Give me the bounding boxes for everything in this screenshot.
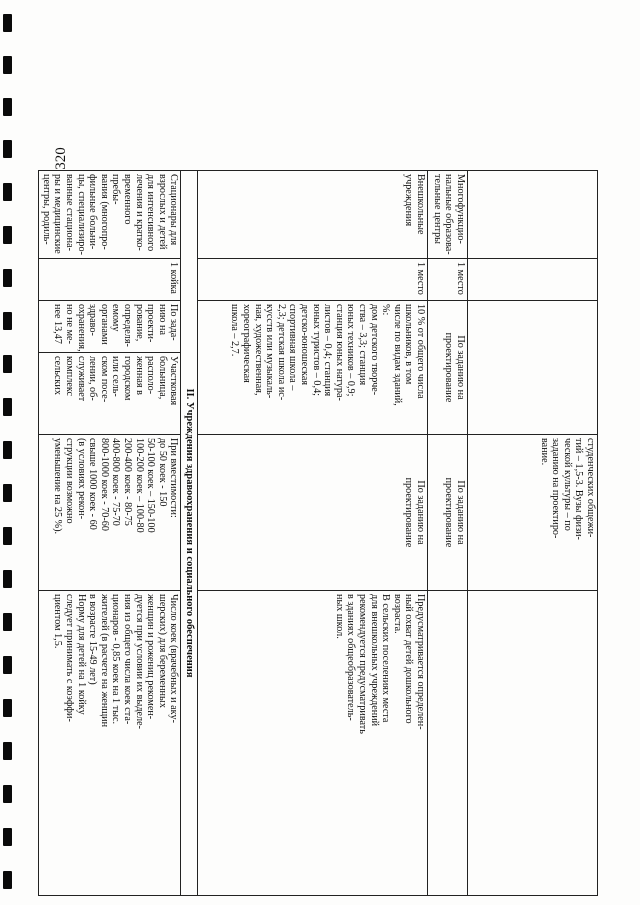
table-row: [198, 171, 428, 896]
binder-hole: [3, 871, 12, 889]
cell-facility-type: Стационары для взрослых и детей для интенсивного лечения и кратко- временного пребы- вания (многопро- фильные больни- цы, специализиро- ванные стациона- ры и медицинские центры, родиль-: [39, 171, 181, 259]
binder-hole: [3, 226, 12, 244]
binder-hole: [3, 742, 12, 760]
table-row: [39, 171, 181, 896]
binder-holes: [0, 0, 14, 905]
cell-notes: [468, 591, 598, 896]
binder-hole: [3, 140, 12, 158]
cell-notes: Число коек (врачебных и аку- шерских) для беременных женщин и рожениц рекомен- дуется при условии их выделе- ния из общего числа коек ста- ционаров - 0,85 коек на 1 тыс. жителей (в расчете на женщин в возрасте 15-49 лет) Норму для детей на 1 койку следует принимать с коэффи- циентом 1,5.: [39, 591, 181, 896]
binder-hole: [3, 441, 12, 459]
cell-facility-type: Многофункцио- нальные образова- тельные центры: [428, 171, 468, 259]
section-row: [181, 171, 198, 896]
binder-hole: [3, 527, 12, 545]
cell-unit: 1 место: [428, 259, 468, 301]
cell-capacity-norm: По заданию на проектирование: [428, 435, 468, 591]
cell-unit: [468, 259, 598, 301]
binder-hole: [3, 484, 12, 502]
cell-facility-type: [468, 171, 598, 259]
binder-hole: [3, 355, 12, 373]
binder-hole: [3, 56, 12, 74]
cell-capacity-norm: По заданию на проектирование: [198, 435, 428, 591]
binder-hole: [3, 98, 12, 116]
cell-norm-a: По зада- нию на проекти- рование, определя- емому органами здраво- охранения, но не ме- нее 13,47: [39, 301, 181, 353]
cell-norm: По заданию на проектирование: [428, 301, 468, 435]
cell-capacity-norm: При вместимости: до 50 коек - 150 50-100 коек – 150-100 100-200 коек – 100-80 200-400 коек - 80-75 400-800 коек - 75-70 800-1000 коек - 70-60 свыше 1000 коек - 60 (в условиях рекон- струкции возможно уменьшение на 25 %).: [39, 435, 181, 591]
cell-notes: Предусматривается определен- ный охват детей дошкольного возраста. В сельских поселениях места для внешкольных учреждений рекомендуется предусматривать в зданиях общеобразователь- ных школ.: [198, 591, 428, 896]
cell-norm-b: Участковая больница, располо- женная в городском или сель- ском посе- лении, об- служивает комплекс сельских: [39, 353, 181, 435]
binder-hole: [3, 828, 12, 846]
cell-capacity-norm: студенческих общежи- тий – 1,5-3. Вузы физи- ческой культуры – по заданию на проектиро- вание.: [468, 435, 598, 591]
section-title: II. Учреждения здравоохранения и социального обеспечения: [181, 171, 198, 896]
page-number: 320: [52, 147, 69, 170]
cell-unit: 1 койка: [39, 259, 181, 301]
rotated-table-page: [40, 170, 598, 895]
binder-hole: [3, 785, 12, 803]
binder-hole: [3, 183, 12, 201]
cell-norm: 10 % от общего числа школьников, в том числе по видам зданий, %: дом детского творче- ства – 3,3; станция юных техников – 0,9; станция юных натура- листов – 0,4; станция юных туристов – 0,4; детско-юношеская спортивная школа – 2,3; детская школа ис- кусств или музыкаль- ная, художественная, хореографическая школа – 2,7.: [198, 301, 428, 435]
binder-hole: [3, 613, 12, 631]
binder-hole: [3, 699, 12, 717]
binder-hole: [3, 398, 12, 416]
cell-facility-type: Внешкольные учреждения: [198, 171, 428, 259]
table-row: [428, 171, 468, 896]
binder-hole: [3, 269, 12, 287]
cell-notes: [428, 591, 468, 896]
table-row: [468, 171, 598, 896]
binder-hole: [3, 312, 12, 330]
norms-table: [38, 170, 598, 896]
cell-unit: 1 место: [198, 259, 428, 301]
binder-hole: [3, 570, 12, 588]
cell-norm: [468, 301, 598, 435]
binder-hole: [3, 14, 12, 32]
binder-hole: [3, 656, 12, 674]
